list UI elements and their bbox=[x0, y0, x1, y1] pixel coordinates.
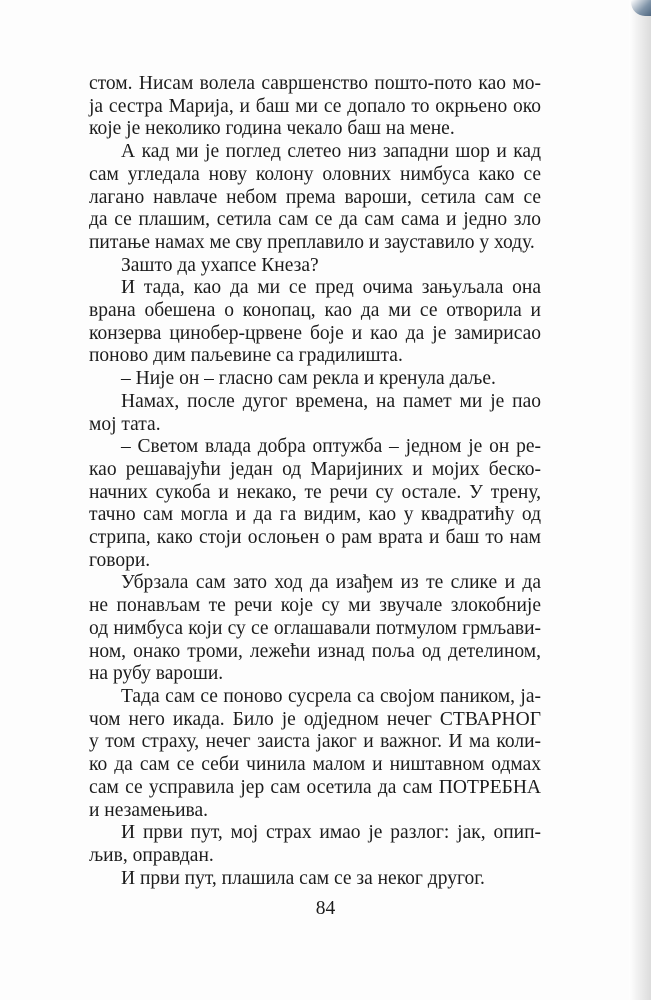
text-line: Убрзала сам зато ход да изађем из те слике и да bbox=[121, 572, 541, 594]
text-line: стом. Нисам волела савршенство пошто-пото као мо- bbox=[89, 73, 541, 94]
text-line: Намах, после дугог времена, на памет ми је пао bbox=[121, 390, 541, 412]
text-line: говори. bbox=[89, 549, 151, 571]
text-line: сам се усправила јер сам осетила да сам ПОТРЕБНА bbox=[89, 776, 541, 798]
text-line: Зашто да ухапсе Кнеза? bbox=[121, 254, 319, 276]
text-line: као решавајући један од Маријиних и мојих беско- bbox=[89, 458, 541, 480]
text-line: сам угледала нову колону оловних нимбуса како се bbox=[89, 163, 541, 185]
text-line: на рубу вароши. bbox=[89, 663, 224, 685]
text-line: да се плашим, сетила сам се да сам сама и једно зло bbox=[89, 209, 541, 231]
text-line: – Није он – гласно сам рекла и кренула даље. bbox=[121, 368, 496, 390]
body-text bbox=[89, 73, 541, 890]
text-line: стрипа, како стоји ослоњен о рам врата и баш то нам bbox=[89, 527, 541, 549]
text-line: питање намах ме сву преплавило и зауставило у ходу. bbox=[89, 231, 535, 253]
text-line: И тада, као да ми се пред очима зањуљала она bbox=[121, 277, 541, 299]
text-line: лагано навлаче небом према вароши, сетила сам се bbox=[89, 186, 541, 208]
text-line: конзерва цинобер-црвене боје и као да је замирисао bbox=[89, 322, 541, 344]
text-line: врана обешена о конопац, као да ми се отворила и bbox=[89, 300, 541, 322]
text-line: Тада сам се поново сусрела са својом паником, ја- bbox=[121, 685, 541, 707]
text-line: ко да сам се себи чинила малом и ништавном одмах bbox=[89, 754, 541, 776]
text-line: мој тата. bbox=[89, 413, 161, 435]
page-edge-shadow bbox=[629, 0, 651, 1000]
text-line: од нимбуса који су се оглашавали потмулом грмљави- bbox=[89, 617, 541, 639]
text-line: А кад ми је поглед слетео низ западни шор и кад bbox=[121, 141, 541, 163]
text-line: и незамењива. bbox=[89, 799, 209, 821]
text-line: чом него икада. Било је одједном нечег СТВАРНОГ bbox=[89, 708, 541, 730]
text-line: – Светом влада добра оптужба – једном је он ре- bbox=[121, 436, 541, 458]
page-number: 84 bbox=[315, 898, 336, 919]
text-line: ја сестра Марија, и баш ми се допало то окрњено око bbox=[89, 95, 541, 117]
text-line: поново дим паљевине са градилишта. bbox=[89, 345, 403, 367]
text-line: ном, онако троми, лежећи изнад поља од детелином, bbox=[89, 640, 541, 662]
text-line: И први пут, мој страх имао је разлог: јак, опип- bbox=[121, 822, 541, 844]
text-line: начних сукоба и некако, те речи су остале. У трену, bbox=[89, 481, 541, 503]
text-line: љив, оправдан. bbox=[89, 844, 214, 866]
text-line: у том страху, нечег заиста јаког и важног. И ма коли- bbox=[89, 731, 541, 753]
text-line: не понављам те речи које су ми звучале злокобније bbox=[89, 595, 541, 617]
text-line: тачно сам могла и да га видим, као у квадратићу од bbox=[89, 504, 541, 526]
text-line: И први пут, плашила сам се за неког другог. bbox=[121, 867, 485, 889]
text-line: које је неколико година чекало баш на мене. bbox=[89, 118, 455, 140]
